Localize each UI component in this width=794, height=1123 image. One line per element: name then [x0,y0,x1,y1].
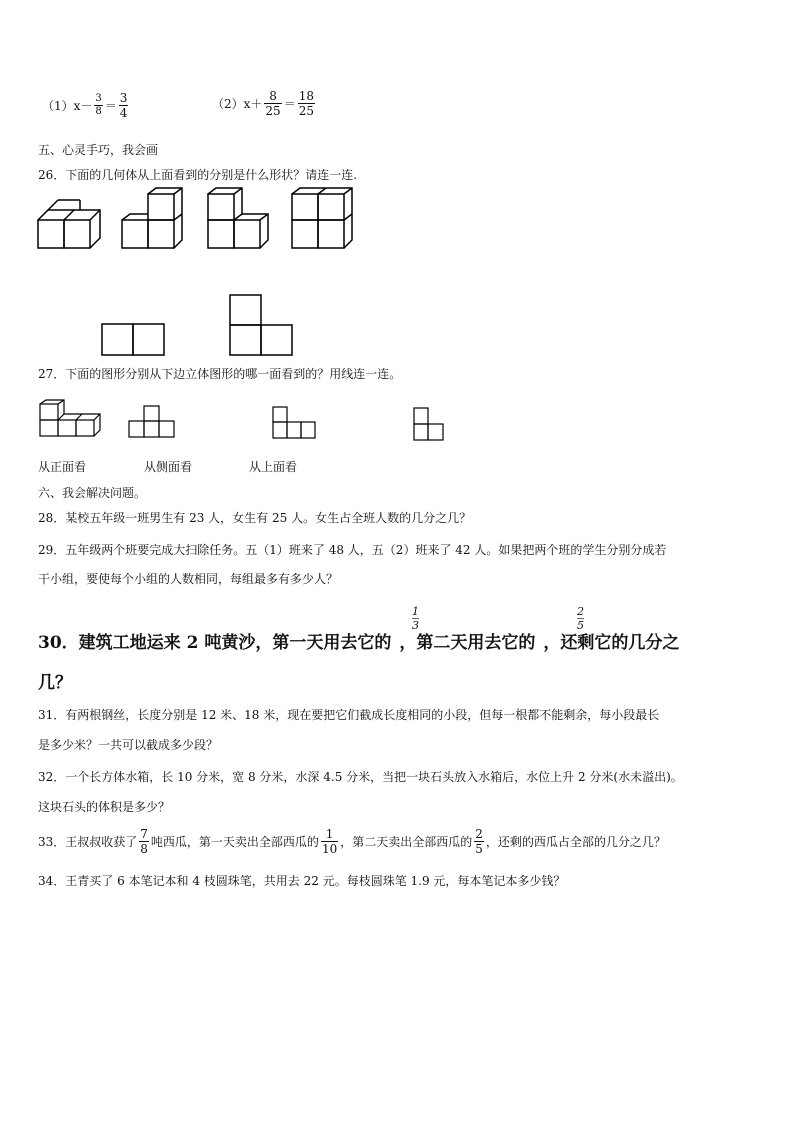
fraction: $\frac{3}{4}$ [119,91,128,120]
caption-side-view: 从侧面看 [144,460,193,474]
view-shape-c [413,406,449,444]
question-31-line-2: 是多少米？一共可以截成多少段？ [38,738,219,752]
cube-figure-3 [206,186,272,252]
eq1-label: （1）x－ [42,99,93,113]
cube-figure-4 [290,186,356,252]
cube-figure-2 [120,186,186,252]
question-26: 26．下面的几何体从上面看到的分别是什么形状？请连一连. [38,168,358,182]
equation-1: （1）x－ $\frac{3}{8}$ ＝ $\frac{3}{4}$ [42,91,128,120]
view-shape-b [272,405,320,441]
section-heading-5: 五、心灵手巧，我会画 [38,143,159,157]
question-28: 28．某校五年级一班男生有 23 人，女生有 25 人。女生占全班人数的几分之几？ [38,511,472,525]
caption-front-view: 从正面看 [38,460,87,474]
question-29-line-1: 29．五年级两个班要完成大扫除任务。五（1）班来了 48 人，五（2）班来了 42 人。如果把两个班的学生分别分成若 [38,543,667,557]
fraction: $\frac{8}{25}$ [265,89,281,118]
caption-top-view: 从上面看 [249,460,298,474]
cube-figure-1 [36,190,102,252]
fraction: 1 3 [412,605,419,632]
section-heading-6: 六、我会解决问题。 [38,486,147,500]
fraction: $\frac{7}{8}$ [140,827,148,856]
fraction: 2 5 [577,605,584,632]
view-shape-a [128,404,178,440]
question-31-line-1: 31．有两根钢丝，长度分别是 12 米、18 米，现在要把它们截成长度相同的小段，但每一根都不能剩余，每小段最长 [38,708,660,722]
question-33: 33．王叔叔收获了 $\frac{7}{8}$ 吨西瓜，第一天卖出全部西瓜的 $\frac{1}{10}$ ，第二天卖出全部西瓜的 $\frac{2}{5}$ ，还剩的西瓜占全部的几分之几？ [38,827,666,856]
question-32-line-2: 这块石头的体积是多少？ [38,800,171,814]
fraction: $\frac{18}{25}$ [298,89,314,118]
eq2-label: （2）x＋ [212,97,263,111]
question-30-line-1: 30．建筑工地运来 2 吨黄沙，第一天用去它的 ，第二天用去它的 ，还剩它的几分之 [38,633,680,653]
solid-figure [38,398,102,440]
fraction: $\frac{1}{10}$ [321,827,338,856]
fraction: $\frac{3}{8}$ [95,93,102,117]
top-view-shape-2 [228,294,294,358]
top-view-shape-1 [101,323,167,357]
question-30-line-2: 几？ [38,673,72,693]
fraction: $\frac{2}{5}$ [475,827,483,856]
question-32-line-1: 32．一个长方体水箱，长 10 分米，宽 8 分米，水深 4.5 分米，当把一块石头放入水箱后，水位上升 2 分米(水未溢出)。 [38,770,683,784]
question-34: 34．王青买了 6 本笔记本和 4 枝圆珠笔，共用去 22 元。每枝圆珠笔 1.9 元，每本笔记本多少钱？ [38,874,566,888]
question-29-line-2: 干小组，要使每个小组的人数相同，每组最多有多少人？ [38,572,339,586]
question-27: 27．下面的图形分别从下边立体图形的哪一面看到的？用线连一连。 [38,367,402,381]
equation-2: （2）x＋ $\frac{8}{25}$ ＝ $\frac{18}{25}$ [212,89,314,118]
